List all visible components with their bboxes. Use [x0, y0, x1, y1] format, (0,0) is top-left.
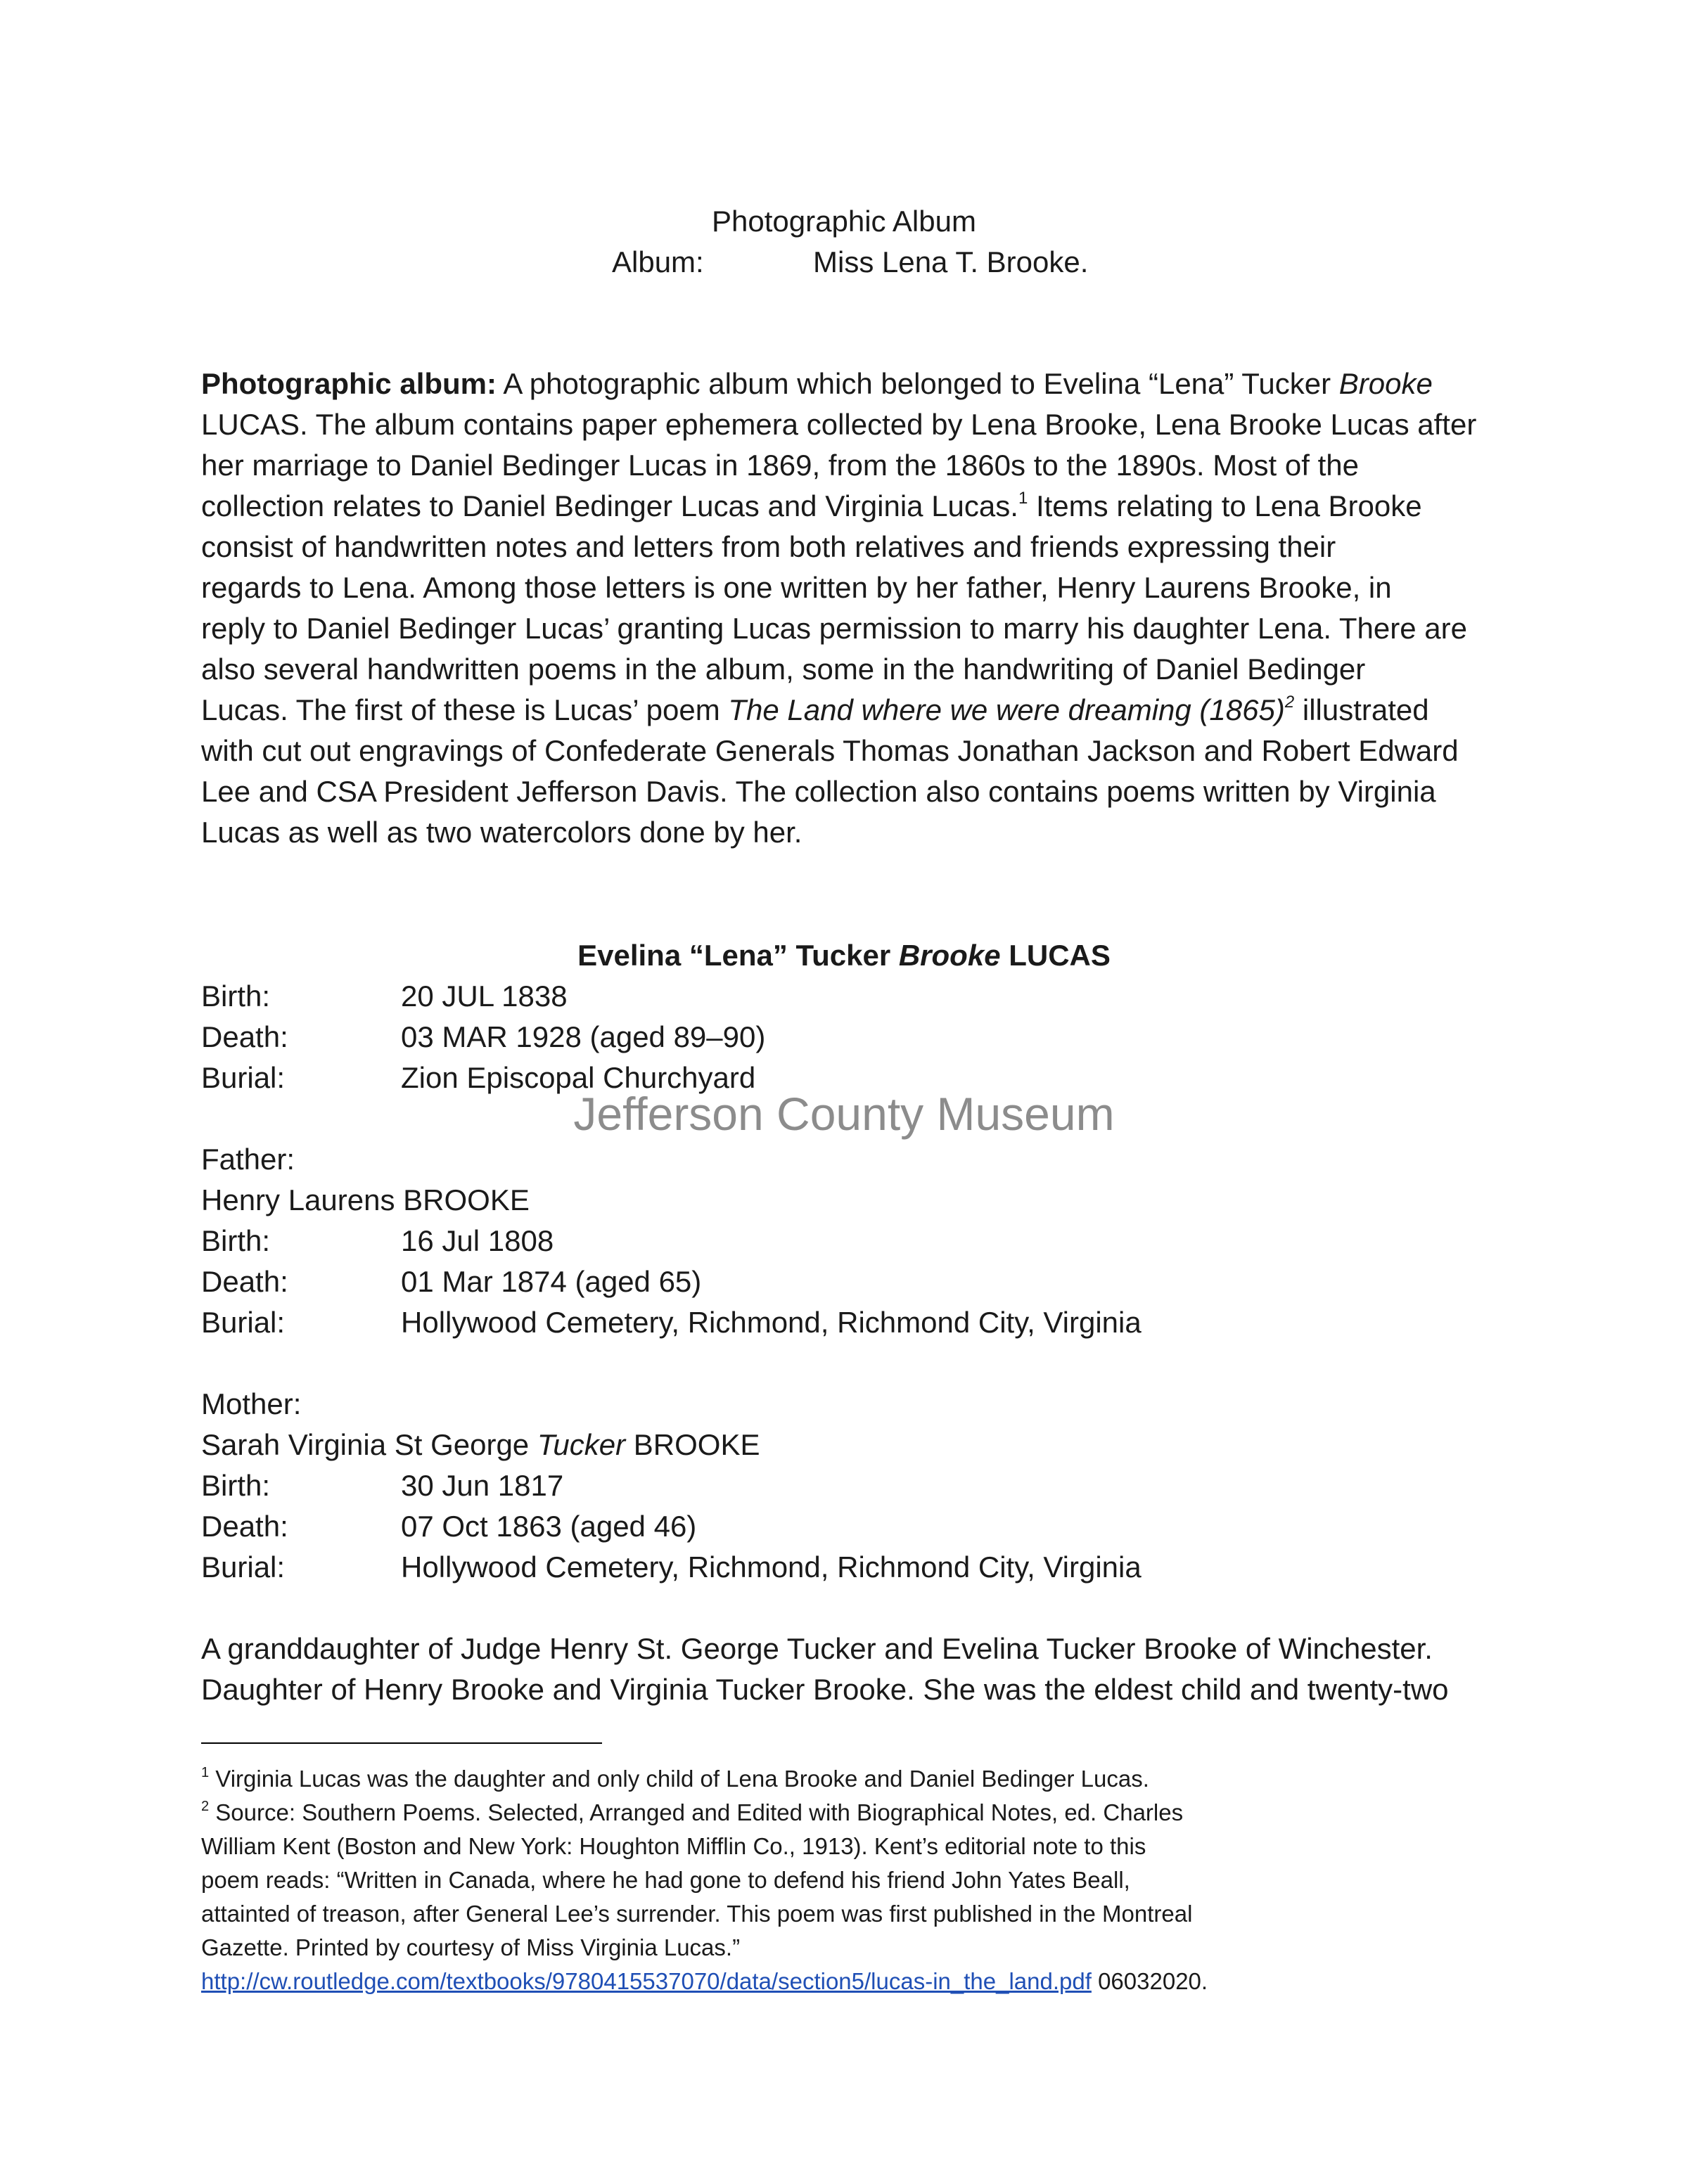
intro-line	[201, 364, 1509, 404]
intro-line	[201, 690, 1509, 731]
album-label: Album:	[612, 245, 704, 278]
intro-line: Lee and CSA President Jefferson Davis. The collection also contains poems written by Virginia	[201, 775, 1436, 808]
intro-lead: Photographic album:	[201, 367, 497, 400]
footnote-ref-2: 2	[1284, 693, 1295, 712]
mother-name	[201, 1425, 760, 1465]
subject-birth-label: Birth:	[201, 979, 271, 1013]
footnote-1-text: Virginia Lucas was the daughter and only child of Lena Brooke and Daniel Bedinger Lucas.	[215, 1766, 1149, 1792]
subject-heading-c: LUCAS	[1009, 939, 1111, 972]
intro-line: her marriage to Daniel Bedinger Lucas in 1869, from the 1860s to the 1890s. Most of the	[201, 449, 1359, 482]
mother-name-c: BROOKE	[633, 1428, 760, 1461]
footnotes	[201, 1762, 1509, 1998]
father-label: Father:	[201, 1143, 295, 1176]
intro-line: reply to Daniel Bedinger Lucas’ granting Lucas permission to marry his daughter Lena. There are	[201, 612, 1467, 645]
footnote-2-line: attainted of treason, after General Lee’s surrender. This poem was first published in the Montreal	[201, 1901, 1193, 1927]
father-death-value: 01 Mar 1874 (aged 65)	[401, 1265, 702, 1298]
intro-text: illustrated	[1302, 693, 1429, 726]
subject-heading-b: Brooke	[898, 939, 1001, 972]
footnote-ref-1: 1	[1018, 489, 1028, 508]
watermark-text: Jefferson County Museum	[573, 1088, 1115, 1140]
intro-line: Lucas as well as two watercolors done by her.	[201, 816, 803, 849]
album-value: Miss Lena T. Brooke.	[813, 245, 1089, 278]
closing-paragraph	[201, 1629, 1509, 1710]
mother-death-value: 07 Oct 1863 (aged 46)	[401, 1510, 697, 1543]
mother-label: Mother:	[201, 1387, 302, 1420]
father-name: Henry Laurens BROOKE	[201, 1183, 530, 1216]
footnote-2-line	[201, 1965, 1509, 1998]
intro-line: regards to Lena. Among those letters is one written by her father, Henry Laurens Brooke, in	[201, 571, 1392, 604]
subject-death-label: Death:	[201, 1020, 288, 1053]
poem-title: The Land where we were dreaming (1865)	[728, 693, 1285, 726]
footnote-1	[201, 1762, 1509, 1796]
source-link[interactable]: http://cw.routledge.com/textbooks/9780415537070/data/section5/lucas-in_the_land.pdf	[201, 1968, 1092, 1994]
intro-text: collection relates to Daniel Bedinger Lucas and Virginia Lucas.	[201, 489, 1018, 522]
mother-burial-value: Hollywood Cemetery, Richmond, Richmond City, Virginia	[401, 1550, 1142, 1584]
subject-burial-value: Zion Episcopal Churchyard	[401, 1061, 756, 1094]
father-burial-label: Burial:	[201, 1306, 286, 1339]
father-burial-value: Hollywood Cemetery, Richmond, Richmond City, Virginia	[401, 1306, 1142, 1339]
footnote-2-line: Gazette. Printed by courtesy of Miss Virginia Lucas.”	[201, 1934, 741, 1960]
subject-heading-a: Evelina “Lena” Tucker	[577, 939, 891, 972]
footnote-2-line: William Kent (Boston and New York: Houghton Mifflin Co., 1913). Kent’s editorial note to this	[201, 1833, 1146, 1859]
intro-line: with cut out engravings of Confederate Generals Thomas Jonathan Jackson and Robert Edward	[201, 734, 1459, 767]
access-date: 06032020.	[1098, 1968, 1208, 1994]
intro-line: consist of handwritten notes and letters from both relatives and friends expressing their	[201, 530, 1336, 563]
intro-text: Lucas. The first of these is Lucas’ poem	[201, 693, 720, 726]
intro-line: LUCAS. The album contains paper ephemera collected by Lena Brooke, Lena Brooke Lucas after	[201, 408, 1477, 441]
intro-line	[201, 486, 1509, 527]
intro-paragraph	[201, 364, 1509, 853]
intro-line: also several handwritten poems in the album, some in the handwriting of Daniel Bedinger	[201, 653, 1366, 686]
father-birth-value: 16 Jul 1808	[401, 1224, 554, 1257]
mother-death-label: Death:	[201, 1510, 288, 1543]
closing-line: Daughter of Henry Brooke and Virginia Tucker Brooke. She was the eldest child and twenty-two	[201, 1673, 1449, 1706]
father-birth-label: Birth:	[201, 1224, 271, 1257]
mother-burial-label: Burial:	[201, 1550, 286, 1584]
mother-name-a: Sarah Virginia St George	[201, 1428, 530, 1461]
intro-italic: Brooke	[1338, 367, 1433, 400]
footnote-2-line: poem reads: “Written in Canada, where he had gone to defend his friend John Yates Beall,	[201, 1867, 1130, 1893]
intro-text: A photographic album which belonged to Evelina “Lena” Tucker	[503, 367, 1331, 400]
intro-text: Items relating to Lena Brooke	[1035, 489, 1422, 522]
footnote-2-text: Source: Southern Poems. Selected, Arranged and Edited with Biographical Notes, ed. Charles	[215, 1799, 1184, 1825]
footnote-separator	[201, 1742, 602, 1744]
footnote-2	[201, 1796, 1509, 1830]
mother-name-b: Tucker	[537, 1428, 626, 1461]
footnote-2-number: 2	[201, 1799, 210, 1814]
mother-birth-label: Birth:	[201, 1469, 271, 1502]
subject-birth-value: 20 JUL 1838	[401, 979, 568, 1013]
closing-line: A granddaughter of Judge Henry St. George Tucker and Evelina Tucker Brooke of Winchester.	[201, 1632, 1433, 1665]
page-title: Photographic Album	[712, 205, 976, 238]
subject-burial-label: Burial:	[201, 1061, 286, 1094]
footnote-1-number: 1	[201, 1765, 210, 1780]
subject-heading	[0, 935, 1688, 976]
mother-birth-value: 30 Jun 1817	[401, 1469, 564, 1502]
father-death-label: Death:	[201, 1265, 288, 1298]
subject-death-value: 03 MAR 1928 (aged 89–90)	[401, 1020, 766, 1053]
